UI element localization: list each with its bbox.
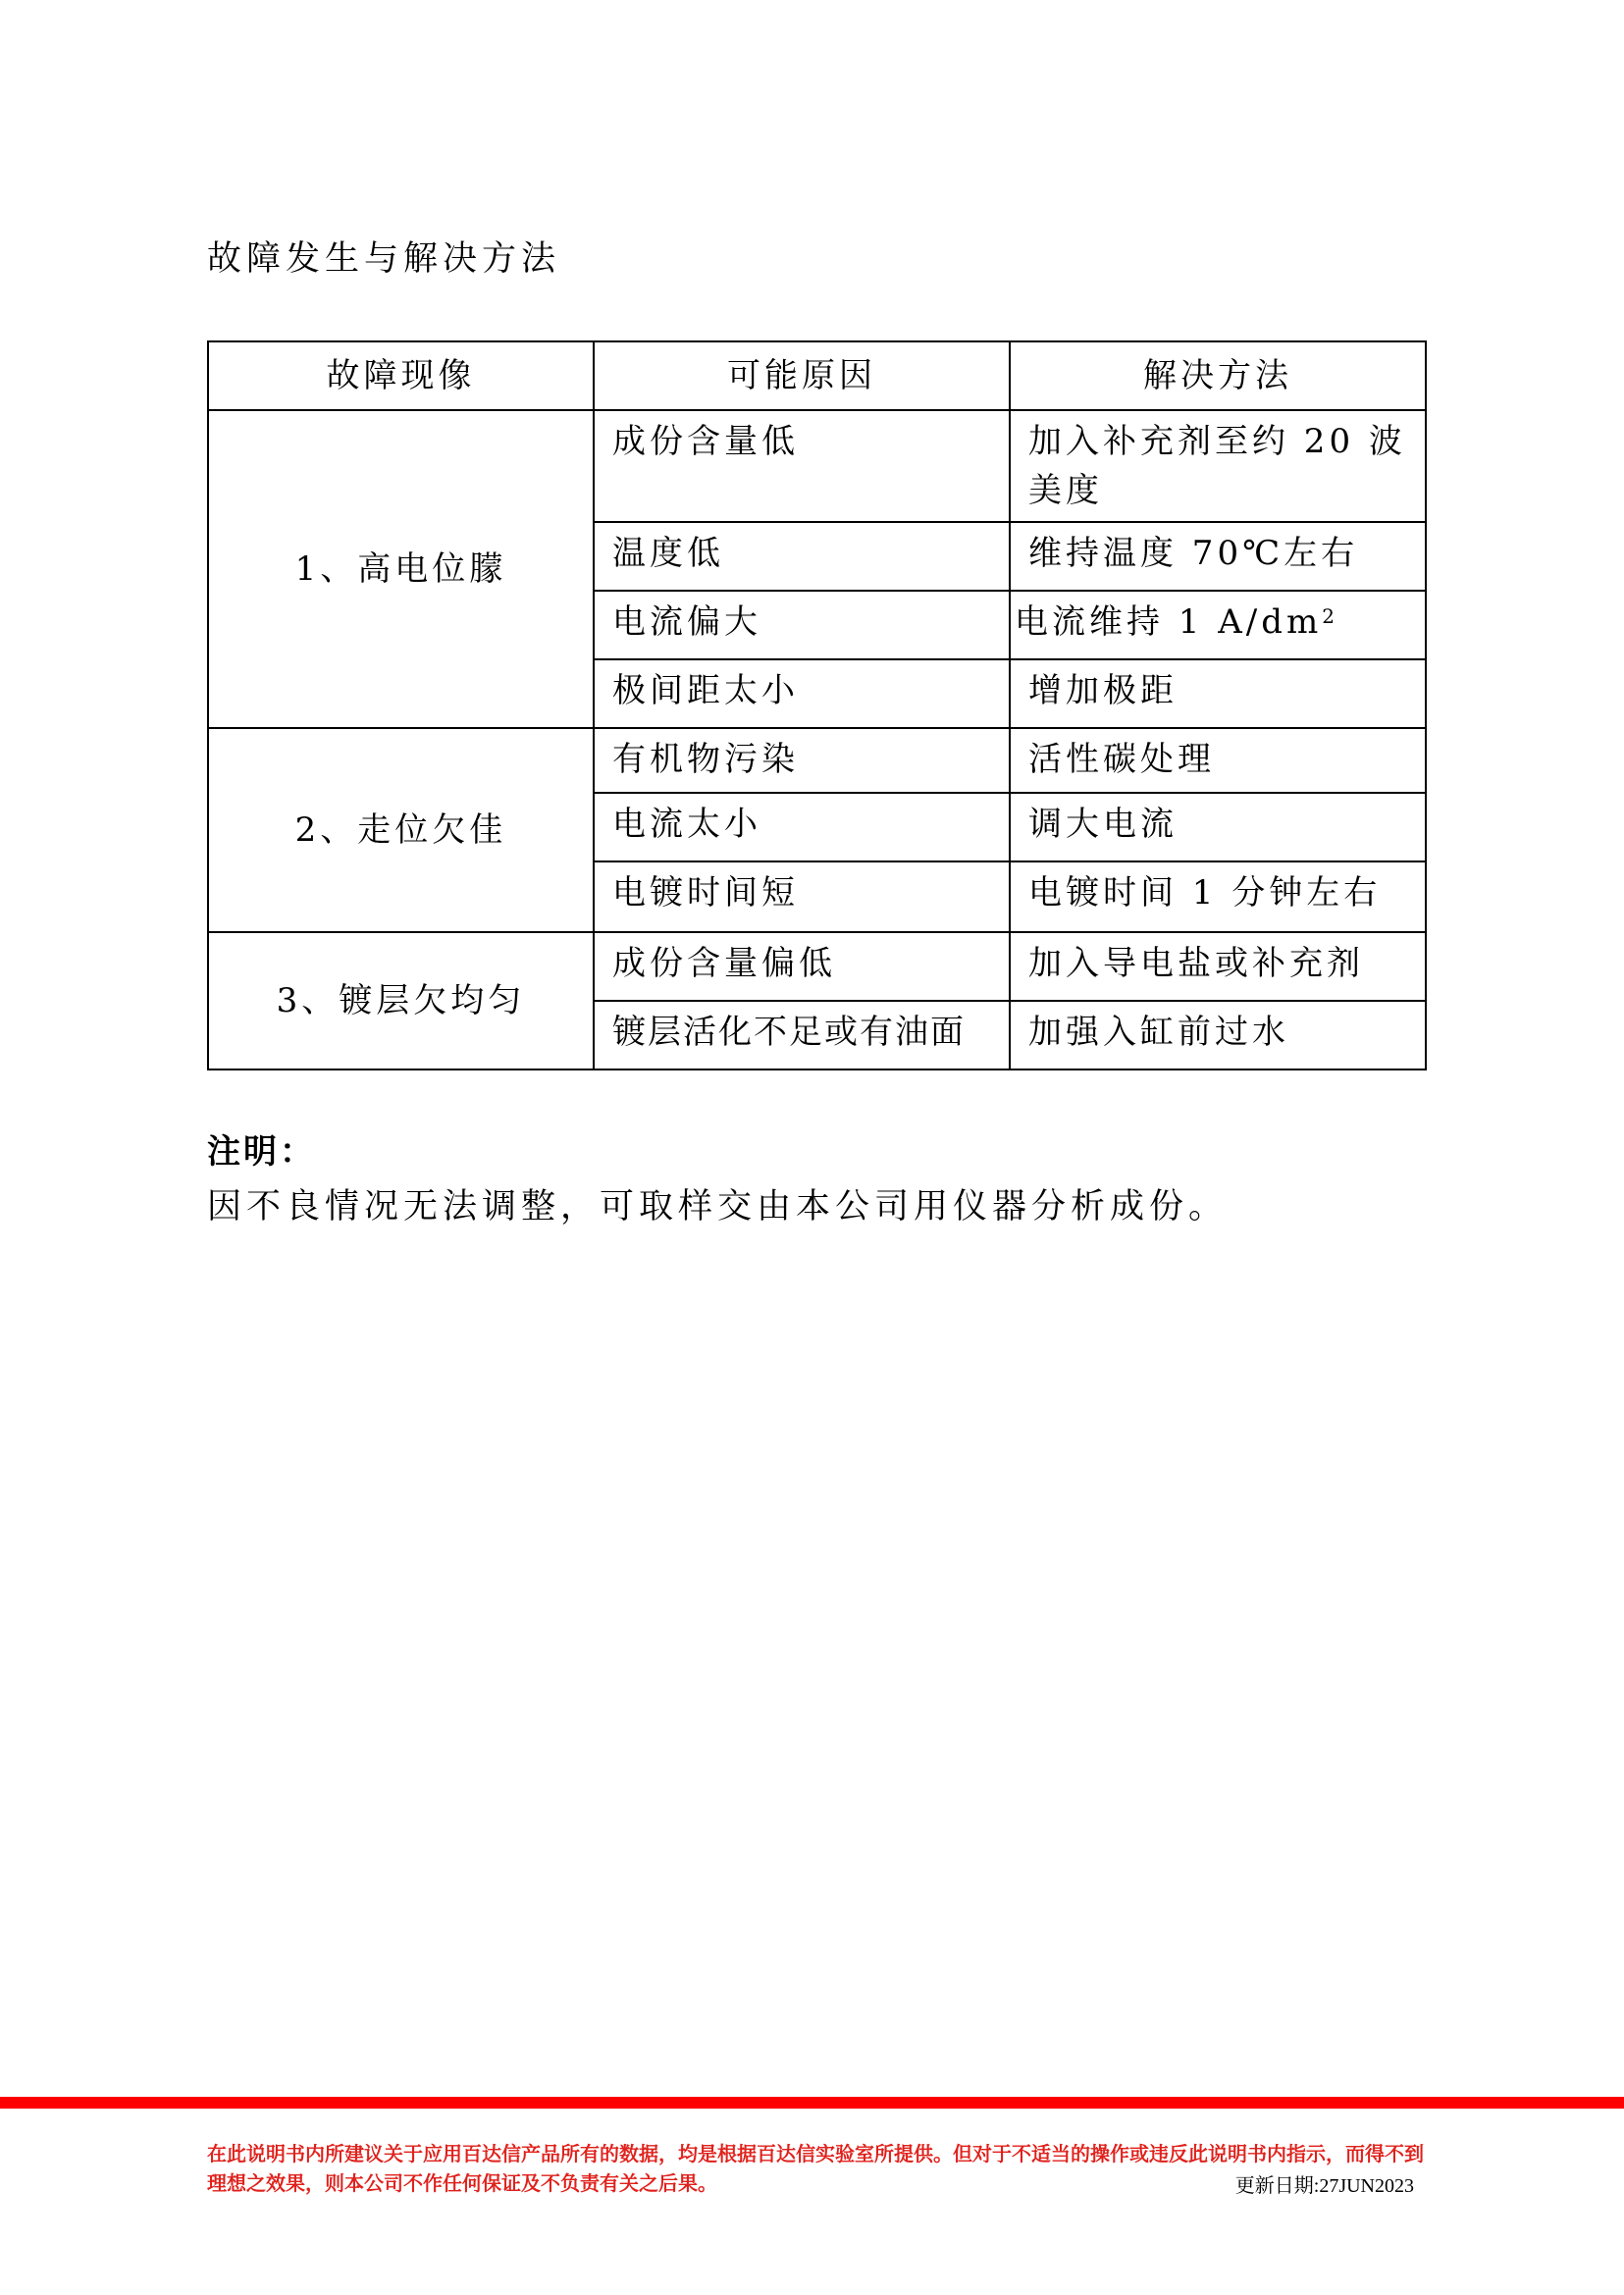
table-row: [208, 410, 1426, 522]
header-cause: 可能原因: [594, 341, 1010, 410]
cause-cell: 极间距太小: [594, 659, 1010, 728]
table-row: [208, 932, 1426, 1001]
note-text: 因不良情况无法调整，可取样交由本公司用仪器分析成份。: [207, 1187, 1229, 1226]
superscript: 2: [1322, 604, 1338, 628]
update-date: 更新日期:27JUN2023: [1234, 2175, 1414, 2197]
section-title: 故障发生与解决方法: [207, 239, 561, 279]
fault-cell: 2、走位欠佳: [208, 728, 594, 932]
cause-cell: 镀层活化不足或有油面: [594, 1001, 1010, 1069]
header-fault: 故障现像: [208, 341, 594, 410]
solution-cell: 电镀时间 1 分钟左右: [1010, 861, 1426, 932]
solution-text: 电流维持 1 A/dm: [1015, 602, 1323, 642]
footer-disclaimer: 在此说明书内所建议关于应用百达信产品所有的数据，均是根据百达信实验室所提供。但对于不适当的操作或违反此说明书内指示，而得不到理想之效果，则本公司不作任何保证及不负责有关之后果。: [207, 2142, 1424, 2195]
table-header-row: [208, 341, 1426, 410]
solution-cell: 加强入缸前过水: [1010, 1001, 1426, 1069]
cause-cell: 有机物污染: [594, 728, 1010, 793]
fault-cell: 3、镀层欠均匀: [208, 932, 594, 1069]
solution-cell: 调大电流: [1010, 793, 1426, 861]
solution-cell: 维持温度 70℃左右: [1010, 522, 1426, 591]
cause-cell: 温度低: [594, 522, 1010, 591]
cause-cell: 成份含量偏低: [594, 932, 1010, 1001]
fault-cell: 1、高电位朦: [208, 410, 594, 728]
header-solution: 解决方法: [1010, 341, 1426, 410]
solution-cell: [1010, 591, 1426, 659]
solution-cell: 加入补充剂至约 20 波美度: [1010, 410, 1426, 522]
cause-cell: 成份含量低: [594, 410, 1010, 522]
cause-cell: 电镀时间短: [594, 861, 1010, 932]
footer-divider: [0, 2097, 1624, 2109]
cause-cell: 电流太小: [594, 793, 1010, 861]
solution-cell: 加入导电盐或补充剂: [1010, 932, 1426, 1001]
cause-cell: 电流偏大: [594, 591, 1010, 659]
table-row: [208, 728, 1426, 793]
fault-table: [207, 340, 1427, 1070]
note-label: 注明：: [207, 1132, 316, 1172]
solution-cell: 增加极距: [1010, 659, 1426, 728]
solution-cell: 活性碳处理: [1010, 728, 1426, 793]
